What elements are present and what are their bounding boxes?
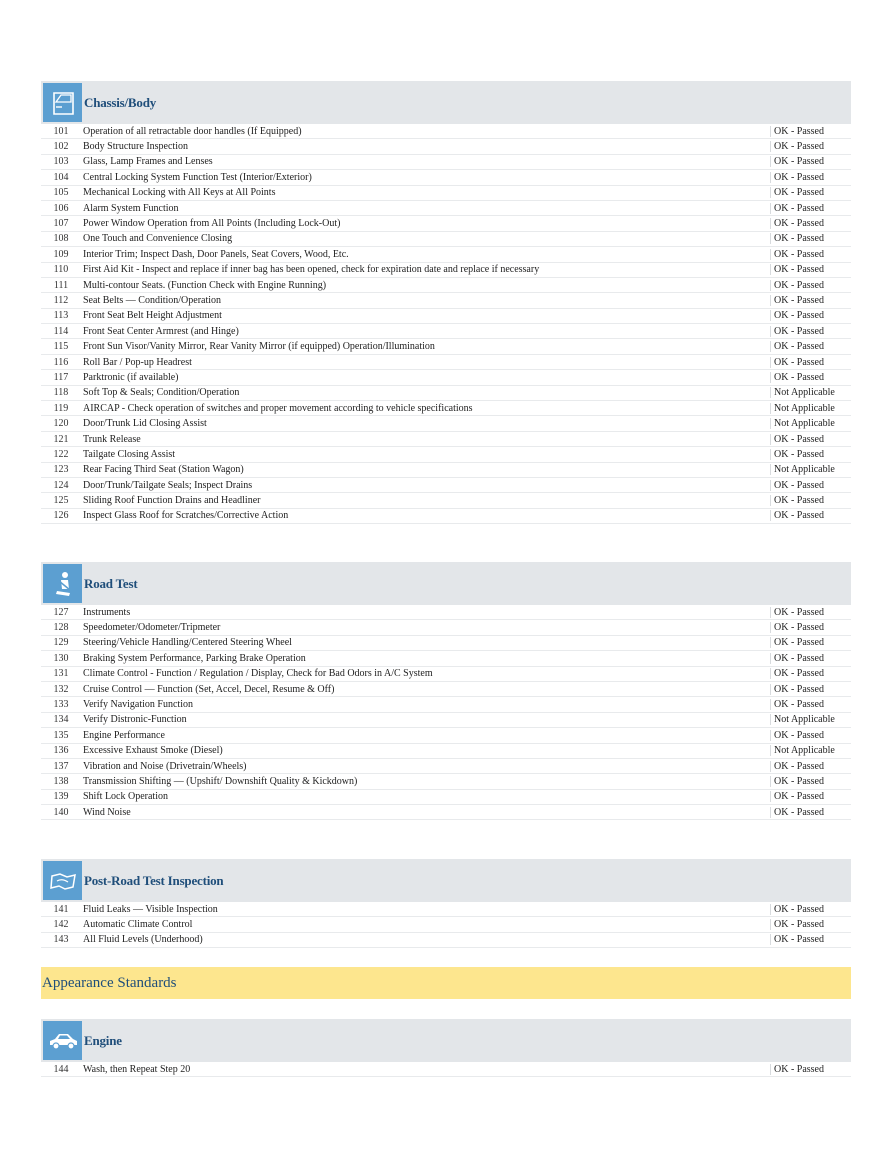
table-row [41, 636, 851, 651]
item-description: Front Sun Visor/Vanity Mirror, Rear Vanity Mirror (if equipped) Operation/Illumination [83, 341, 435, 353]
section-engine [41, 1019, 851, 1077]
map-icon [43, 861, 82, 900]
item-status: OK - Passed [770, 341, 851, 352]
item-status: OK - Passed [770, 126, 851, 137]
item-number: 139 [53, 791, 69, 803]
item-number: 131 [53, 668, 69, 680]
table-row [41, 620, 851, 635]
item-status: OK - Passed [770, 295, 851, 306]
table-row [41, 478, 851, 493]
table-row [41, 713, 851, 728]
item-number: 120 [53, 418, 69, 430]
item-number: 144 [53, 1063, 69, 1075]
table-row [41, 263, 851, 278]
item-number: 125 [53, 495, 69, 507]
section-chassis-body [41, 81, 851, 524]
item-description: Seat Belts — Condition/Operation [83, 294, 222, 306]
item-number: 121 [53, 433, 69, 445]
item-status: OK - Passed [770, 699, 851, 710]
table-row [41, 216, 851, 231]
item-number: 115 [53, 341, 69, 353]
item-status: OK - Passed [770, 233, 851, 244]
table-row [41, 667, 851, 682]
item-number: 141 [53, 903, 69, 915]
section-title: Post-Road Test Inspection [84, 872, 224, 888]
table-row [41, 432, 851, 447]
item-number: 129 [53, 637, 69, 649]
table-row [41, 759, 851, 774]
item-description: Braking System Performance, Parking Brake Operation [83, 652, 306, 664]
table-row [41, 416, 851, 431]
item-description: Multi-contour Seats. (Function Check with Engine Running) [83, 279, 327, 291]
table-row [41, 1062, 851, 1077]
item-number: 133 [53, 699, 69, 711]
table-row [41, 186, 851, 201]
item-status: OK - Passed [770, 249, 851, 260]
item-description: Cruise Control — Function (Set, Accel, Decel, Resume & Off) [83, 683, 335, 695]
item-status: Not Applicable [770, 714, 851, 725]
item-description: Fluid Leaks — Visible Inspection [83, 903, 218, 915]
item-number: 102 [53, 141, 69, 153]
table-row [41, 170, 851, 185]
table-row [41, 247, 851, 262]
table-row [41, 201, 851, 216]
item-number: 103 [53, 156, 69, 168]
item-status: Not Applicable [770, 745, 851, 756]
item-status: OK - Passed [770, 1064, 851, 1075]
item-description: Shift Lock Operation [83, 791, 168, 803]
table-row [41, 697, 851, 712]
table-row [41, 493, 851, 508]
item-status: OK - Passed [770, 280, 851, 291]
section-title: Chassis/Body [84, 94, 157, 110]
seat-belt-icon [43, 564, 82, 603]
door-icon [43, 83, 82, 122]
item-number: 107 [53, 218, 69, 230]
item-status: OK - Passed [770, 653, 851, 664]
item-description: Mechanical Locking with All Keys at All Points [83, 187, 276, 199]
item-description: Speedometer/Odometer/Tripmeter [83, 622, 221, 634]
item-status: OK - Passed [770, 761, 851, 772]
item-number: 110 [53, 264, 69, 276]
table-row [41, 682, 851, 697]
item-description: Door/Trunk/Tailgate Seals; Inspect Drains [83, 479, 253, 491]
item-description: Inspect Glass Roof for Scratches/Corrective Action [83, 510, 289, 522]
table-row [41, 401, 851, 416]
item-description: Trunk Release [83, 433, 141, 445]
item-number: 126 [53, 510, 69, 522]
table-row [41, 651, 851, 666]
appearance-standards-banner: Appearance Standards [41, 967, 851, 999]
item-description: Roll Bar / Pop-up Headrest [83, 356, 192, 368]
item-description: Rear Facing Third Seat (Station Wagon) [83, 464, 244, 476]
table-row [41, 386, 851, 401]
item-status: OK - Passed [770, 203, 851, 214]
item-status: OK - Passed [770, 791, 851, 802]
item-number: 111 [53, 279, 69, 291]
item-status: OK - Passed [770, 510, 851, 521]
checklist-rows [41, 902, 851, 948]
table-row [41, 355, 851, 370]
item-status: OK - Passed [770, 919, 851, 930]
table-row [41, 124, 851, 139]
item-status: OK - Passed [770, 156, 851, 167]
item-number: 117 [53, 371, 69, 383]
item-number: 114 [53, 325, 69, 337]
item-number: 132 [53, 683, 69, 695]
table-row [41, 933, 851, 948]
item-number: 122 [53, 448, 69, 460]
item-number: 134 [53, 714, 69, 726]
item-description: Power Window Operation from All Points (Including Lock-Out) [83, 218, 341, 230]
item-description: Central Locking System Function Test (Interior/Exterior) [83, 171, 312, 183]
table-row [41, 902, 851, 917]
item-number: 108 [53, 233, 69, 245]
table-row [41, 309, 851, 324]
item-description: Soft Top & Seals; Condition/Operation [83, 387, 240, 399]
checklist-rows [41, 124, 851, 524]
item-number: 130 [53, 652, 69, 664]
item-description: Glass, Lamp Frames and Lenses [83, 156, 213, 168]
item-description: Alarm System Function [83, 202, 179, 214]
item-status: OK - Passed [770, 807, 851, 818]
section-road-test [41, 562, 851, 820]
item-number: 106 [53, 202, 69, 214]
item-number: 113 [53, 310, 69, 322]
item-number: 135 [53, 729, 69, 741]
table-row [41, 744, 851, 759]
table-row [41, 339, 851, 354]
table-row [41, 293, 851, 308]
table-row [41, 805, 851, 820]
item-status: OK - Passed [770, 904, 851, 915]
item-description: Sliding Roof Function Drains and Headliner [83, 495, 261, 507]
item-number: 119 [53, 402, 69, 414]
item-description: Wash, then Repeat Step 20 [83, 1063, 191, 1075]
item-status: OK - Passed [770, 934, 851, 945]
item-description: Wind Noise [83, 806, 131, 818]
table-row [41, 728, 851, 743]
table-row [41, 324, 851, 339]
item-status: OK - Passed [770, 730, 851, 741]
item-status: Not Applicable [770, 464, 851, 475]
item-status: OK - Passed [770, 310, 851, 321]
table-row [41, 232, 851, 247]
table-row [41, 463, 851, 478]
table-row [41, 509, 851, 524]
item-number: 127 [53, 606, 69, 618]
item-description: Automatic Climate Control [83, 919, 193, 931]
item-status: OK - Passed [770, 622, 851, 633]
item-number: 128 [53, 622, 69, 634]
item-description: Interior Trim; Inspect Dash, Door Panels, Seat Covers, Wood, Etc. [83, 248, 349, 260]
item-description: Transmission Shifting — (Upshift/ Downshift Quality & Kickdown) [83, 775, 358, 787]
item-status: OK - Passed [770, 326, 851, 337]
item-description: Climate Control - Function / Regulation / Display, Check for Bad Odors in A/C System [83, 668, 433, 680]
item-number: 140 [53, 806, 69, 818]
item-description: One Touch and Convenience Closing [83, 233, 233, 245]
item-number: 109 [53, 248, 69, 260]
item-description: Body Structure Inspection [83, 141, 188, 153]
item-status: OK - Passed [770, 187, 851, 198]
item-status: OK - Passed [770, 776, 851, 787]
item-number: 124 [53, 479, 69, 491]
item-number: 118 [53, 387, 69, 399]
item-number: 123 [53, 464, 69, 476]
section-header [41, 562, 851, 605]
item-status: OK - Passed [770, 637, 851, 648]
item-status: Not Applicable [770, 387, 851, 398]
section-header [41, 81, 851, 124]
table-row [41, 155, 851, 170]
section-header [41, 859, 851, 902]
item-status: OK - Passed [770, 434, 851, 445]
table-row [41, 774, 851, 789]
item-description: Parktronic (if available) [83, 371, 179, 383]
section-title: Road Test [84, 575, 138, 591]
table-row [41, 605, 851, 620]
item-description: Operation of all retractable door handles (If Equipped) [83, 125, 302, 137]
checklist-rows [41, 1062, 851, 1077]
item-description: Tailgate Closing Assist [83, 448, 176, 460]
item-number: 112 [53, 294, 69, 306]
item-number: 143 [53, 934, 69, 946]
item-description: All Fluid Levels (Underhood) [83, 934, 203, 946]
item-description: Front Seat Center Armrest (and Hinge) [83, 325, 239, 337]
item-number: 136 [53, 745, 69, 757]
table-row [41, 447, 851, 462]
item-description: Verify Distronic-Function [83, 714, 187, 726]
item-status: Not Applicable [770, 403, 851, 414]
item-number: 104 [53, 171, 69, 183]
item-number: 138 [53, 775, 69, 787]
item-description: Engine Performance [83, 729, 165, 741]
item-description: Instruments [83, 606, 131, 618]
car-icon [43, 1021, 82, 1060]
item-number: 116 [53, 356, 69, 368]
section-title: Engine [84, 1032, 122, 1048]
item-status: OK - Passed [770, 172, 851, 183]
section-header [41, 1019, 851, 1062]
item-status: Not Applicable [770, 418, 851, 429]
table-row [41, 139, 851, 154]
item-status: OK - Passed [770, 218, 851, 229]
checklist-rows [41, 605, 851, 820]
item-status: OK - Passed [770, 264, 851, 275]
item-description: Excessive Exhaust Smoke (Diesel) [83, 745, 223, 757]
item-status: OK - Passed [770, 607, 851, 618]
item-description: Door/Trunk Lid Closing Assist [83, 418, 207, 430]
section-post-road-test [41, 859, 851, 948]
item-description: Front Seat Belt Height Adjustment [83, 310, 222, 322]
item-description: Vibration and Noise (Drivetrain/Wheels) [83, 760, 247, 772]
item-description: Steering/Vehicle Handling/Centered Steering Wheel [83, 637, 292, 649]
item-status: OK - Passed [770, 357, 851, 368]
item-description: Verify Navigation Function [83, 699, 193, 711]
table-row [41, 917, 851, 932]
item-number: 137 [53, 760, 69, 772]
table-row [41, 278, 851, 293]
item-status: OK - Passed [770, 449, 851, 460]
item-status: OK - Passed [770, 684, 851, 695]
item-number: 101 [53, 125, 69, 137]
item-number: 105 [53, 187, 69, 199]
item-status: OK - Passed [770, 141, 851, 152]
item-status: OK - Passed [770, 668, 851, 679]
table-row [41, 370, 851, 385]
item-description: First Aid Kit - Inspect and replace if inner bag has been opened, check for expiration date and replace if necessary [83, 264, 540, 276]
table-row [41, 790, 851, 805]
item-number: 142 [53, 919, 69, 931]
item-status: OK - Passed [770, 495, 851, 506]
item-status: OK - Passed [770, 372, 851, 383]
item-description: AIRCAP - Check operation of switches and proper movement according to vehicle specifications [83, 402, 473, 414]
item-status: OK - Passed [770, 480, 851, 491]
